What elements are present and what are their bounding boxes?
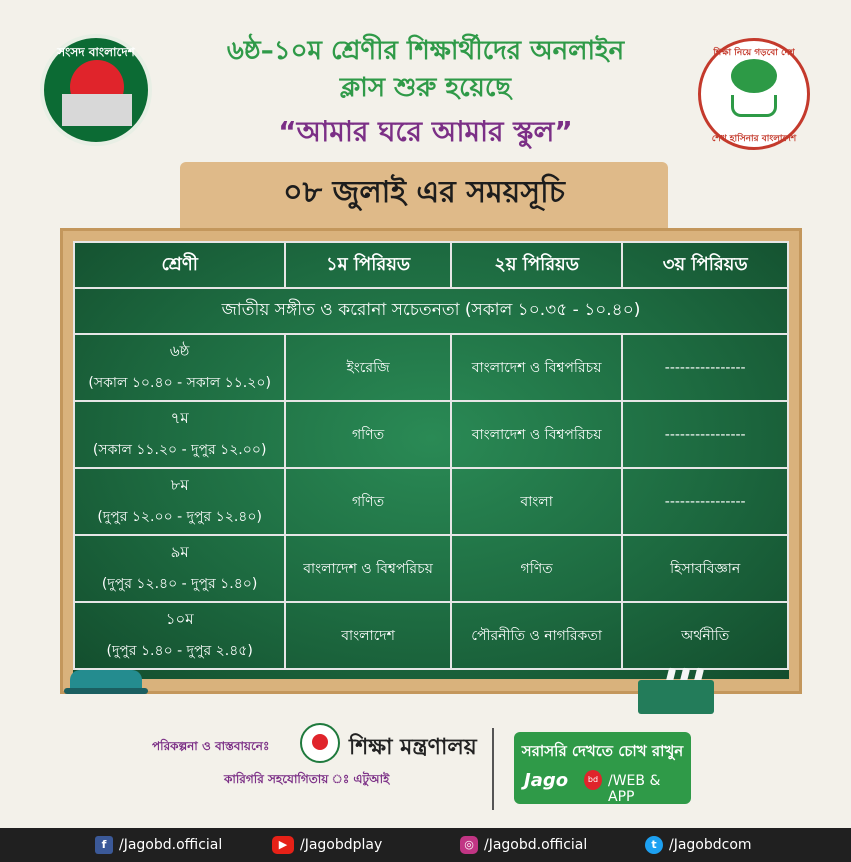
- class-cell: [74, 334, 285, 401]
- youtube-icon: ▶: [272, 836, 294, 854]
- instagram-link[interactable]: [460, 836, 587, 854]
- period-2-cell: বাংলা: [451, 468, 623, 535]
- period-1-cell: গণিত: [285, 401, 451, 468]
- class-time: (দুপুর ১২.০০ - দুপুর ১২.৪০): [97, 509, 262, 525]
- class-cell: [74, 602, 285, 669]
- period-2-cell: গণিত: [451, 535, 623, 602]
- chalkboard: [73, 241, 789, 679]
- period-2-cell: বাংলাদেশ ও বিশ্বপরিচয়: [451, 334, 623, 401]
- class-name: ১০ম: [165, 610, 194, 628]
- youtube-handle: /Jagobdplay: [300, 837, 383, 853]
- period-1-cell: গণিত: [285, 468, 451, 535]
- technical-credit: কারিগরি সহযোগিতায় ঃ এটুআই: [224, 772, 390, 786]
- book-icon: [731, 95, 777, 117]
- education-logo: [698, 38, 810, 150]
- class-time: (দুপুর ১.৪০ - দুপুর ২.৪৫): [106, 643, 253, 659]
- class-cell: [74, 401, 285, 468]
- instagram-handle: /Jagobd.official: [484, 837, 588, 853]
- period-1-cell: বাংলাদেশ: [285, 602, 451, 669]
- facebook-handle: /Jagobd.official: [119, 837, 223, 853]
- instagram-icon: ◎: [460, 836, 478, 854]
- chalkboard-frame: [60, 228, 802, 694]
- table-header-row: [74, 242, 788, 288]
- period-1-cell: বাংলাদেশ ও বিশ্বপরিচয়: [285, 535, 451, 602]
- table-row: [74, 602, 788, 669]
- divider: [492, 728, 494, 810]
- headline-line1: ৬ষ্ঠ–১০ম শ্রেণীর শিক্ষার্থীদের অনলাইন: [226, 36, 625, 66]
- web-app-label: /WEB & APP: [608, 773, 661, 805]
- education-logo-bottom-text: শেখ হাসিনার বাংলাদেশ: [711, 134, 797, 144]
- watch-label: সরাসরি দেখতে চোখ রাখুন: [521, 742, 684, 760]
- duster-base: [64, 688, 148, 694]
- period-2-cell: বাংলাদেশ ও বিশ্বপরিচয়: [451, 401, 623, 468]
- class-name: ৯ম: [170, 543, 189, 561]
- watch-box: [514, 732, 691, 804]
- government-seal-icon: [300, 723, 340, 763]
- class-time: (সকাল ১০.৪০ - সকাল ১১.২০): [88, 375, 271, 391]
- period-3-cell: অর্থনীতি: [622, 602, 788, 669]
- period-3-cell: ----------------: [622, 468, 788, 535]
- twitter-icon: t: [645, 836, 663, 854]
- period-3-cell: হিসাববিজ্ঞান: [622, 535, 788, 602]
- class-name: ৭ম: [170, 409, 189, 427]
- table-row: [74, 334, 788, 401]
- anthem-row: [74, 288, 788, 334]
- jagobd-logo-text: Jago: [524, 770, 569, 791]
- class-cell: [74, 535, 285, 602]
- ministry-name: শিক্ষা মন্ত্রণালয়: [349, 735, 477, 760]
- facebook-link[interactable]: [95, 836, 222, 854]
- table-row: [74, 401, 788, 468]
- tagline: “আমার ঘরে আমার স্কুল”: [278, 115, 573, 148]
- header-period-2: ২য় পিরিয়ড: [451, 242, 623, 288]
- tree-icon: [731, 59, 777, 93]
- class-time: (দুপুর ১২.৪০ - দুপুর ১.৪০): [101, 576, 258, 592]
- header-class: শ্রেণী: [74, 242, 285, 288]
- class-name: ৬ষ্ঠ: [169, 342, 190, 360]
- chalk-box-icon: [638, 680, 714, 714]
- schedule-table: [73, 241, 789, 670]
- class-cell: [74, 468, 285, 535]
- header-period-3: ৩য় পিরিয়ড: [622, 242, 788, 288]
- period-3-cell: ----------------: [622, 401, 788, 468]
- jagobd-badge: bd: [584, 770, 602, 790]
- social-bar: [0, 828, 851, 862]
- class-name: ৮ম: [170, 476, 189, 494]
- planning-credit: পরিকল্পনা ও বাস্তবায়নেঃ: [152, 739, 270, 753]
- date-banner: [180, 162, 668, 228]
- header-period-1: ১ম পিরিয়ড: [285, 242, 451, 288]
- period-3-cell: ----------------: [622, 334, 788, 401]
- parliament-logo-text: সংসদ বাংলাদেশ: [57, 45, 135, 59]
- table-row: [74, 535, 788, 602]
- twitter-handle: /Jagobdcom: [669, 837, 752, 853]
- period-1-cell: ইংরেজি: [285, 334, 451, 401]
- schedule-title: ০৮ জুলাই এর সময়সূচি: [283, 175, 565, 210]
- twitter-link[interactable]: [645, 836, 752, 854]
- education-logo-top-text: শিক্ষা নিয়ে গড়বো দেশ: [713, 48, 795, 58]
- youtube-link[interactable]: [272, 836, 382, 854]
- period-2-cell: পৌরনীতি ও নাগরিকতা: [451, 602, 623, 669]
- class-time: (সকাল ১১.২০ - দুপুর ১২.০০): [92, 442, 267, 458]
- table-row: [74, 468, 788, 535]
- headline-line2: ক্লাস শুরু হয়েছে: [339, 73, 512, 103]
- facebook-icon: f: [95, 836, 113, 854]
- anthem-cell: জাতীয় সঙ্গীত ও করোনা সচেতনতা (সকাল ১০.৩৫ - ১০.৪০): [74, 288, 788, 334]
